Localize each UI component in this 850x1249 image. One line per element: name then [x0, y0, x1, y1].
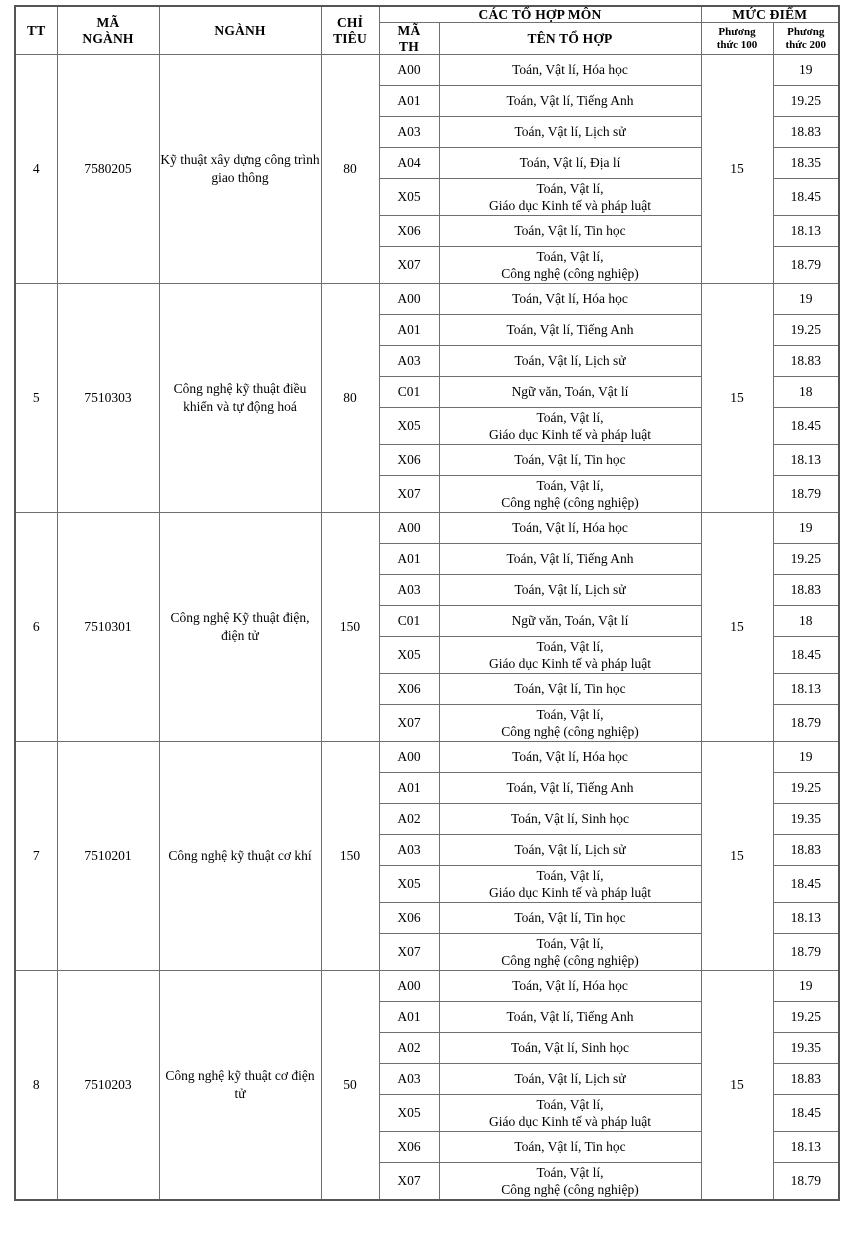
cell-ma-to-hop: X05: [379, 637, 439, 674]
cell-phuong-thuc-200: 18.79: [773, 247, 839, 284]
column-header-ma-nganh: [57, 6, 159, 55]
admission-score-table: [14, 5, 840, 1201]
cell-ten-to-hop-line: Toán, Vật lí,: [536, 1096, 604, 1112]
cell-ten-to-hop-line: Toán, Vật lí, Tin học: [514, 1139, 626, 1155]
column-header-phuong-thuc-200-line2: thức 200: [785, 38, 826, 51]
cell-ma-to-hop: X07: [379, 476, 439, 513]
cell-ten-to-hop-line: Toán, Vật lí, Hóa học: [512, 291, 628, 307]
cell-ten-to-hop-line: Công nghệ (công nghiệp): [501, 495, 639, 511]
cell-phuong-thuc-200: 18.45: [773, 408, 839, 445]
cell-ten-to-hop: [439, 216, 701, 247]
column-header-phuong-thuc-200: [773, 23, 839, 55]
cell-ten-to-hop: [439, 179, 701, 216]
cell-phuong-thuc-200: 19: [773, 742, 839, 773]
cell-ten-to-hop-line: Toán, Vật lí,: [536, 867, 604, 883]
cell-nganh: Kỹ thuật xây dựng công trình giao thông: [159, 55, 321, 284]
cell-phuong-thuc-200: 18.45: [773, 637, 839, 674]
cell-ma-to-hop: A01: [379, 315, 439, 346]
cell-phuong-thuc-100: 15: [701, 742, 773, 971]
cell-ten-to-hop-line: Công nghệ (công nghiệp): [501, 724, 639, 740]
cell-tt: 6: [15, 513, 57, 742]
cell-ma-to-hop: A04: [379, 148, 439, 179]
cell-chi-tieu: 150: [321, 742, 379, 971]
cell-ma-to-hop: A03: [379, 346, 439, 377]
cell-ten-to-hop-line: Toán, Vật lí,: [536, 706, 604, 722]
cell-ten-to-hop: [439, 377, 701, 408]
cell-ma-to-hop: X05: [379, 408, 439, 445]
cell-nganh: Công nghệ kỹ thuật cơ khí: [159, 742, 321, 971]
cell-ma-to-hop: A03: [379, 835, 439, 866]
cell-ten-to-hop: [439, 1163, 701, 1201]
cell-ten-to-hop: [439, 742, 701, 773]
cell-ten-to-hop: [439, 445, 701, 476]
cell-ten-to-hop-line: Giáo dục Kinh tế và pháp luật: [489, 427, 651, 443]
cell-phuong-thuc-200: 18: [773, 377, 839, 408]
cell-phuong-thuc-200: 18: [773, 606, 839, 637]
cell-ma-to-hop: X05: [379, 1095, 439, 1132]
cell-ten-to-hop-line: Toán, Vật lí, Tin học: [514, 452, 626, 468]
cell-phuong-thuc-200: 18.79: [773, 934, 839, 971]
cell-phuong-thuc-200: 18.45: [773, 179, 839, 216]
cell-ten-to-hop: [439, 903, 701, 934]
cell-ma-to-hop: A01: [379, 1002, 439, 1033]
cell-ten-to-hop-line: Toán, Vật lí,: [536, 180, 604, 196]
cell-nganh: Công nghệ kỹ thuật điều khiển và tự động hoá: [159, 284, 321, 513]
cell-chi-tieu: 50: [321, 971, 379, 1201]
cell-ten-to-hop: [439, 674, 701, 705]
column-header-ten-to-hop: TÊN TỔ HỢP: [439, 23, 701, 55]
cell-ma-to-hop: A00: [379, 513, 439, 544]
cell-ten-to-hop-line: Toán, Vật lí, Lịch sử: [514, 582, 626, 598]
cell-ten-to-hop-line: Toán, Vật lí, Lịch sử: [514, 842, 626, 858]
cell-phuong-thuc-200: 18.83: [773, 1064, 839, 1095]
column-header-tt: TT: [15, 6, 57, 55]
cell-phuong-thuc-200: 18.13: [773, 903, 839, 934]
column-header-ma-nganh-line2: NGÀNH: [82, 30, 134, 46]
cell-ten-to-hop-line: Toán, Vật lí, Địa lí: [519, 155, 621, 171]
cell-ten-to-hop: [439, 1064, 701, 1095]
cell-ten-to-hop-line: Toán, Vật lí,: [536, 477, 604, 493]
cell-ten-to-hop-line: Giáo dục Kinh tế và pháp luật: [489, 656, 651, 672]
cell-ten-to-hop-line: Toán, Vật lí, Tiếng Anh: [506, 322, 634, 338]
cell-ten-to-hop: [439, 705, 701, 742]
cell-ten-to-hop-line: Công nghệ (công nghiệp): [501, 266, 639, 282]
cell-ma-to-hop: A00: [379, 284, 439, 315]
column-header-chi-tieu-line1: CHỈ: [336, 15, 364, 31]
cell-ten-to-hop: [439, 513, 701, 544]
cell-phuong-thuc-100: 15: [701, 284, 773, 513]
cell-ten-to-hop: [439, 575, 701, 606]
column-header-chi-tieu: [321, 6, 379, 55]
cell-ten-to-hop-line: Công nghệ (công nghiệp): [501, 1182, 639, 1198]
cell-ma-to-hop: X07: [379, 247, 439, 284]
cell-ma-nganh: 7510203: [57, 971, 159, 1201]
cell-ten-to-hop: [439, 1095, 701, 1132]
cell-ten-to-hop-line: Công nghệ (công nghiệp): [501, 953, 639, 969]
table-body: [15, 55, 839, 1201]
cell-ten-to-hop-line: Toán, Vật lí, Lịch sử: [514, 124, 626, 140]
cell-tt: 5: [15, 284, 57, 513]
cell-ma-nganh: 7510303: [57, 284, 159, 513]
cell-ten-to-hop: [439, 86, 701, 117]
cell-ma-to-hop: X06: [379, 445, 439, 476]
cell-ten-to-hop-line: Toán, Vật lí,: [536, 409, 604, 425]
cell-ten-to-hop: [439, 1132, 701, 1163]
cell-ma-to-hop: A00: [379, 971, 439, 1002]
header-row-top: [15, 6, 839, 23]
cell-phuong-thuc-200: 18.79: [773, 476, 839, 513]
table-header: [15, 6, 839, 55]
column-header-phuong-thuc-200-line1: Phương: [787, 25, 825, 38]
cell-ten-to-hop: [439, 637, 701, 674]
cell-ten-to-hop: [439, 408, 701, 445]
cell-ten-to-hop-line: Toán, Vật lí, Hóa học: [512, 62, 628, 78]
cell-ten-to-hop-line: Ngữ văn, Toán, Vật lí: [511, 613, 629, 629]
cell-ten-to-hop: [439, 148, 701, 179]
cell-ten-to-hop-line: Toán, Vật lí, Tiếng Anh: [506, 551, 634, 567]
cell-ma-to-hop: A01: [379, 86, 439, 117]
cell-ma-to-hop: X06: [379, 216, 439, 247]
column-header-nganh: NGÀNH: [159, 6, 321, 55]
cell-ma-to-hop: X06: [379, 1132, 439, 1163]
cell-ma-to-hop: A03: [379, 117, 439, 148]
cell-ten-to-hop-line: Toán, Vật lí,: [536, 248, 604, 264]
cell-ten-to-hop-line: Toán, Vật lí, Tin học: [514, 910, 626, 926]
cell-phuong-thuc-200: 19: [773, 971, 839, 1002]
cell-ten-to-hop-line: Giáo dục Kinh tế và pháp luật: [489, 1114, 651, 1130]
cell-ten-to-hop-line: Giáo dục Kinh tế và pháp luật: [489, 885, 651, 901]
cell-ma-to-hop: X07: [379, 934, 439, 971]
cell-phuong-thuc-200: 18.83: [773, 575, 839, 606]
cell-phuong-thuc-200: 19.25: [773, 86, 839, 117]
cell-ten-to-hop-line: Giáo dục Kinh tế và pháp luật: [489, 198, 651, 214]
cell-ten-to-hop-line: Toán, Vật lí, Hóa học: [512, 520, 628, 536]
cell-ten-to-hop: [439, 773, 701, 804]
cell-ma-to-hop: X07: [379, 1163, 439, 1201]
cell-phuong-thuc-200: 19: [773, 513, 839, 544]
cell-ma-to-hop: C01: [379, 606, 439, 637]
cell-tt: 7: [15, 742, 57, 971]
cell-tt: 8: [15, 971, 57, 1201]
table-row: [15, 742, 839, 773]
cell-ten-to-hop: [439, 934, 701, 971]
cell-ten-to-hop-line: Toán, Vật lí,: [536, 935, 604, 951]
cell-ma-to-hop: A01: [379, 773, 439, 804]
cell-ma-to-hop: A02: [379, 1033, 439, 1064]
cell-ten-to-hop: [439, 315, 701, 346]
cell-phuong-thuc-100: 15: [701, 513, 773, 742]
cell-phuong-thuc-200: 19.35: [773, 1033, 839, 1064]
cell-ten-to-hop-line: Toán, Vật lí, Tiếng Anh: [506, 1009, 634, 1025]
cell-ten-to-hop: [439, 1033, 701, 1064]
cell-nganh: Công nghệ kỹ thuật cơ điện tử: [159, 971, 321, 1201]
column-header-muc-diem: MỨC ĐIỂM: [701, 6, 839, 23]
cell-ma-to-hop: X06: [379, 674, 439, 705]
cell-ma-to-hop: A03: [379, 1064, 439, 1095]
column-header-phuong-thuc-100: [701, 23, 773, 55]
cell-ma-nganh: 7580205: [57, 55, 159, 284]
cell-ma-to-hop: X07: [379, 705, 439, 742]
cell-ten-to-hop: [439, 55, 701, 86]
cell-phuong-thuc-200: 18.79: [773, 705, 839, 742]
cell-phuong-thuc-200: 18.83: [773, 346, 839, 377]
cell-ten-to-hop: [439, 346, 701, 377]
column-header-ma-nganh-line1: MÃ: [96, 15, 120, 31]
cell-ten-to-hop: [439, 971, 701, 1002]
cell-ten-to-hop-line: Toán, Vật lí, Tiếng Anh: [506, 780, 634, 796]
cell-ma-to-hop: C01: [379, 377, 439, 408]
cell-ten-to-hop-line: Ngữ văn, Toán, Vật lí: [511, 384, 629, 400]
cell-ma-to-hop: A00: [379, 55, 439, 86]
cell-chi-tieu: 80: [321, 284, 379, 513]
cell-ma-to-hop: X06: [379, 903, 439, 934]
cell-phuong-thuc-200: 18.83: [773, 835, 839, 866]
cell-ma-to-hop: X05: [379, 866, 439, 903]
cell-phuong-thuc-200: 19.25: [773, 773, 839, 804]
cell-nganh: Công nghệ Kỹ thuật điện, điện tử: [159, 513, 321, 742]
cell-phuong-thuc-200: 18.83: [773, 117, 839, 148]
table-row: [15, 513, 839, 544]
cell-ten-to-hop: [439, 247, 701, 284]
cell-ma-to-hop: A01: [379, 544, 439, 575]
cell-ten-to-hop: [439, 804, 701, 835]
cell-phuong-thuc-100: 15: [701, 55, 773, 284]
cell-ten-to-hop: [439, 1002, 701, 1033]
cell-ten-to-hop-line: Toán, Vật lí, Lịch sử: [514, 1071, 626, 1087]
column-header-phuong-thuc-100-line1: Phương: [718, 25, 756, 38]
cell-ten-to-hop: [439, 866, 701, 903]
cell-phuong-thuc-200: 18.13: [773, 674, 839, 705]
cell-phuong-thuc-200: 19.25: [773, 1002, 839, 1033]
cell-phuong-thuc-200: 19.35: [773, 804, 839, 835]
cell-ma-to-hop: A00: [379, 742, 439, 773]
cell-phuong-thuc-200: 19: [773, 284, 839, 315]
column-header-ma-th-line2: TH: [399, 38, 419, 54]
cell-ma-nganh: 7510301: [57, 513, 159, 742]
cell-ma-to-hop: A03: [379, 575, 439, 606]
cell-ten-to-hop-line: Toán, Vật lí, Tin học: [514, 681, 626, 697]
cell-tt: 4: [15, 55, 57, 284]
column-header-chi-tieu-line2: TIÊU: [333, 30, 367, 46]
cell-ten-to-hop-line: Toán, Vật lí, Tin học: [514, 223, 626, 239]
table-row: [15, 971, 839, 1002]
cell-phuong-thuc-200: 19.25: [773, 315, 839, 346]
cell-phuong-thuc-200: 18.13: [773, 445, 839, 476]
cell-ten-to-hop: [439, 544, 701, 575]
cell-ten-to-hop: [439, 117, 701, 148]
cell-ma-to-hop: X05: [379, 179, 439, 216]
cell-ma-to-hop: A02: [379, 804, 439, 835]
cell-ten-to-hop: [439, 476, 701, 513]
cell-phuong-thuc-200: 19.25: [773, 544, 839, 575]
column-header-phuong-thuc-100-line2: thức 100: [716, 38, 758, 51]
cell-ten-to-hop: [439, 284, 701, 315]
cell-ten-to-hop-line: Toán, Vật lí, Tiếng Anh: [506, 93, 634, 109]
table-row: [15, 55, 839, 86]
cell-phuong-thuc-200: 18.79: [773, 1163, 839, 1201]
cell-chi-tieu: 80: [321, 55, 379, 284]
cell-phuong-thuc-200: 18.13: [773, 216, 839, 247]
cell-phuong-thuc-200: 18.45: [773, 1095, 839, 1132]
cell-ten-to-hop-line: Toán, Vật lí,: [536, 638, 604, 654]
cell-ten-to-hop: [439, 835, 701, 866]
cell-phuong-thuc-200: 18.13: [773, 1132, 839, 1163]
cell-phuong-thuc-200: 18.35: [773, 148, 839, 179]
table-row: [15, 284, 839, 315]
column-header-ma-th-line1: MÃ: [397, 23, 421, 39]
cell-phuong-thuc-200: 18.45: [773, 866, 839, 903]
cell-ten-to-hop: [439, 606, 701, 637]
cell-ten-to-hop-line: Toán, Vật lí, Lịch sử: [514, 353, 626, 369]
cell-ma-nganh: 7510201: [57, 742, 159, 971]
column-header-cac-to-hop-mon: CÁC TỔ HỢP MÔN: [379, 6, 701, 23]
cell-ten-to-hop-line: Toán, Vật lí, Hóa học: [512, 978, 628, 994]
cell-ten-to-hop-line: Toán, Vật lí, Sinh học: [510, 811, 630, 827]
cell-ten-to-hop-line: Toán, Vật lí, Hóa học: [512, 749, 628, 765]
cell-ten-to-hop-line: Toán, Vật lí, Sinh học: [510, 1040, 630, 1056]
cell-phuong-thuc-100: 15: [701, 971, 773, 1201]
column-header-ma-th: [379, 23, 439, 55]
cell-chi-tieu: 150: [321, 513, 379, 742]
cell-phuong-thuc-200: 19: [773, 55, 839, 86]
cell-ten-to-hop-line: Toán, Vật lí,: [536, 1164, 604, 1180]
